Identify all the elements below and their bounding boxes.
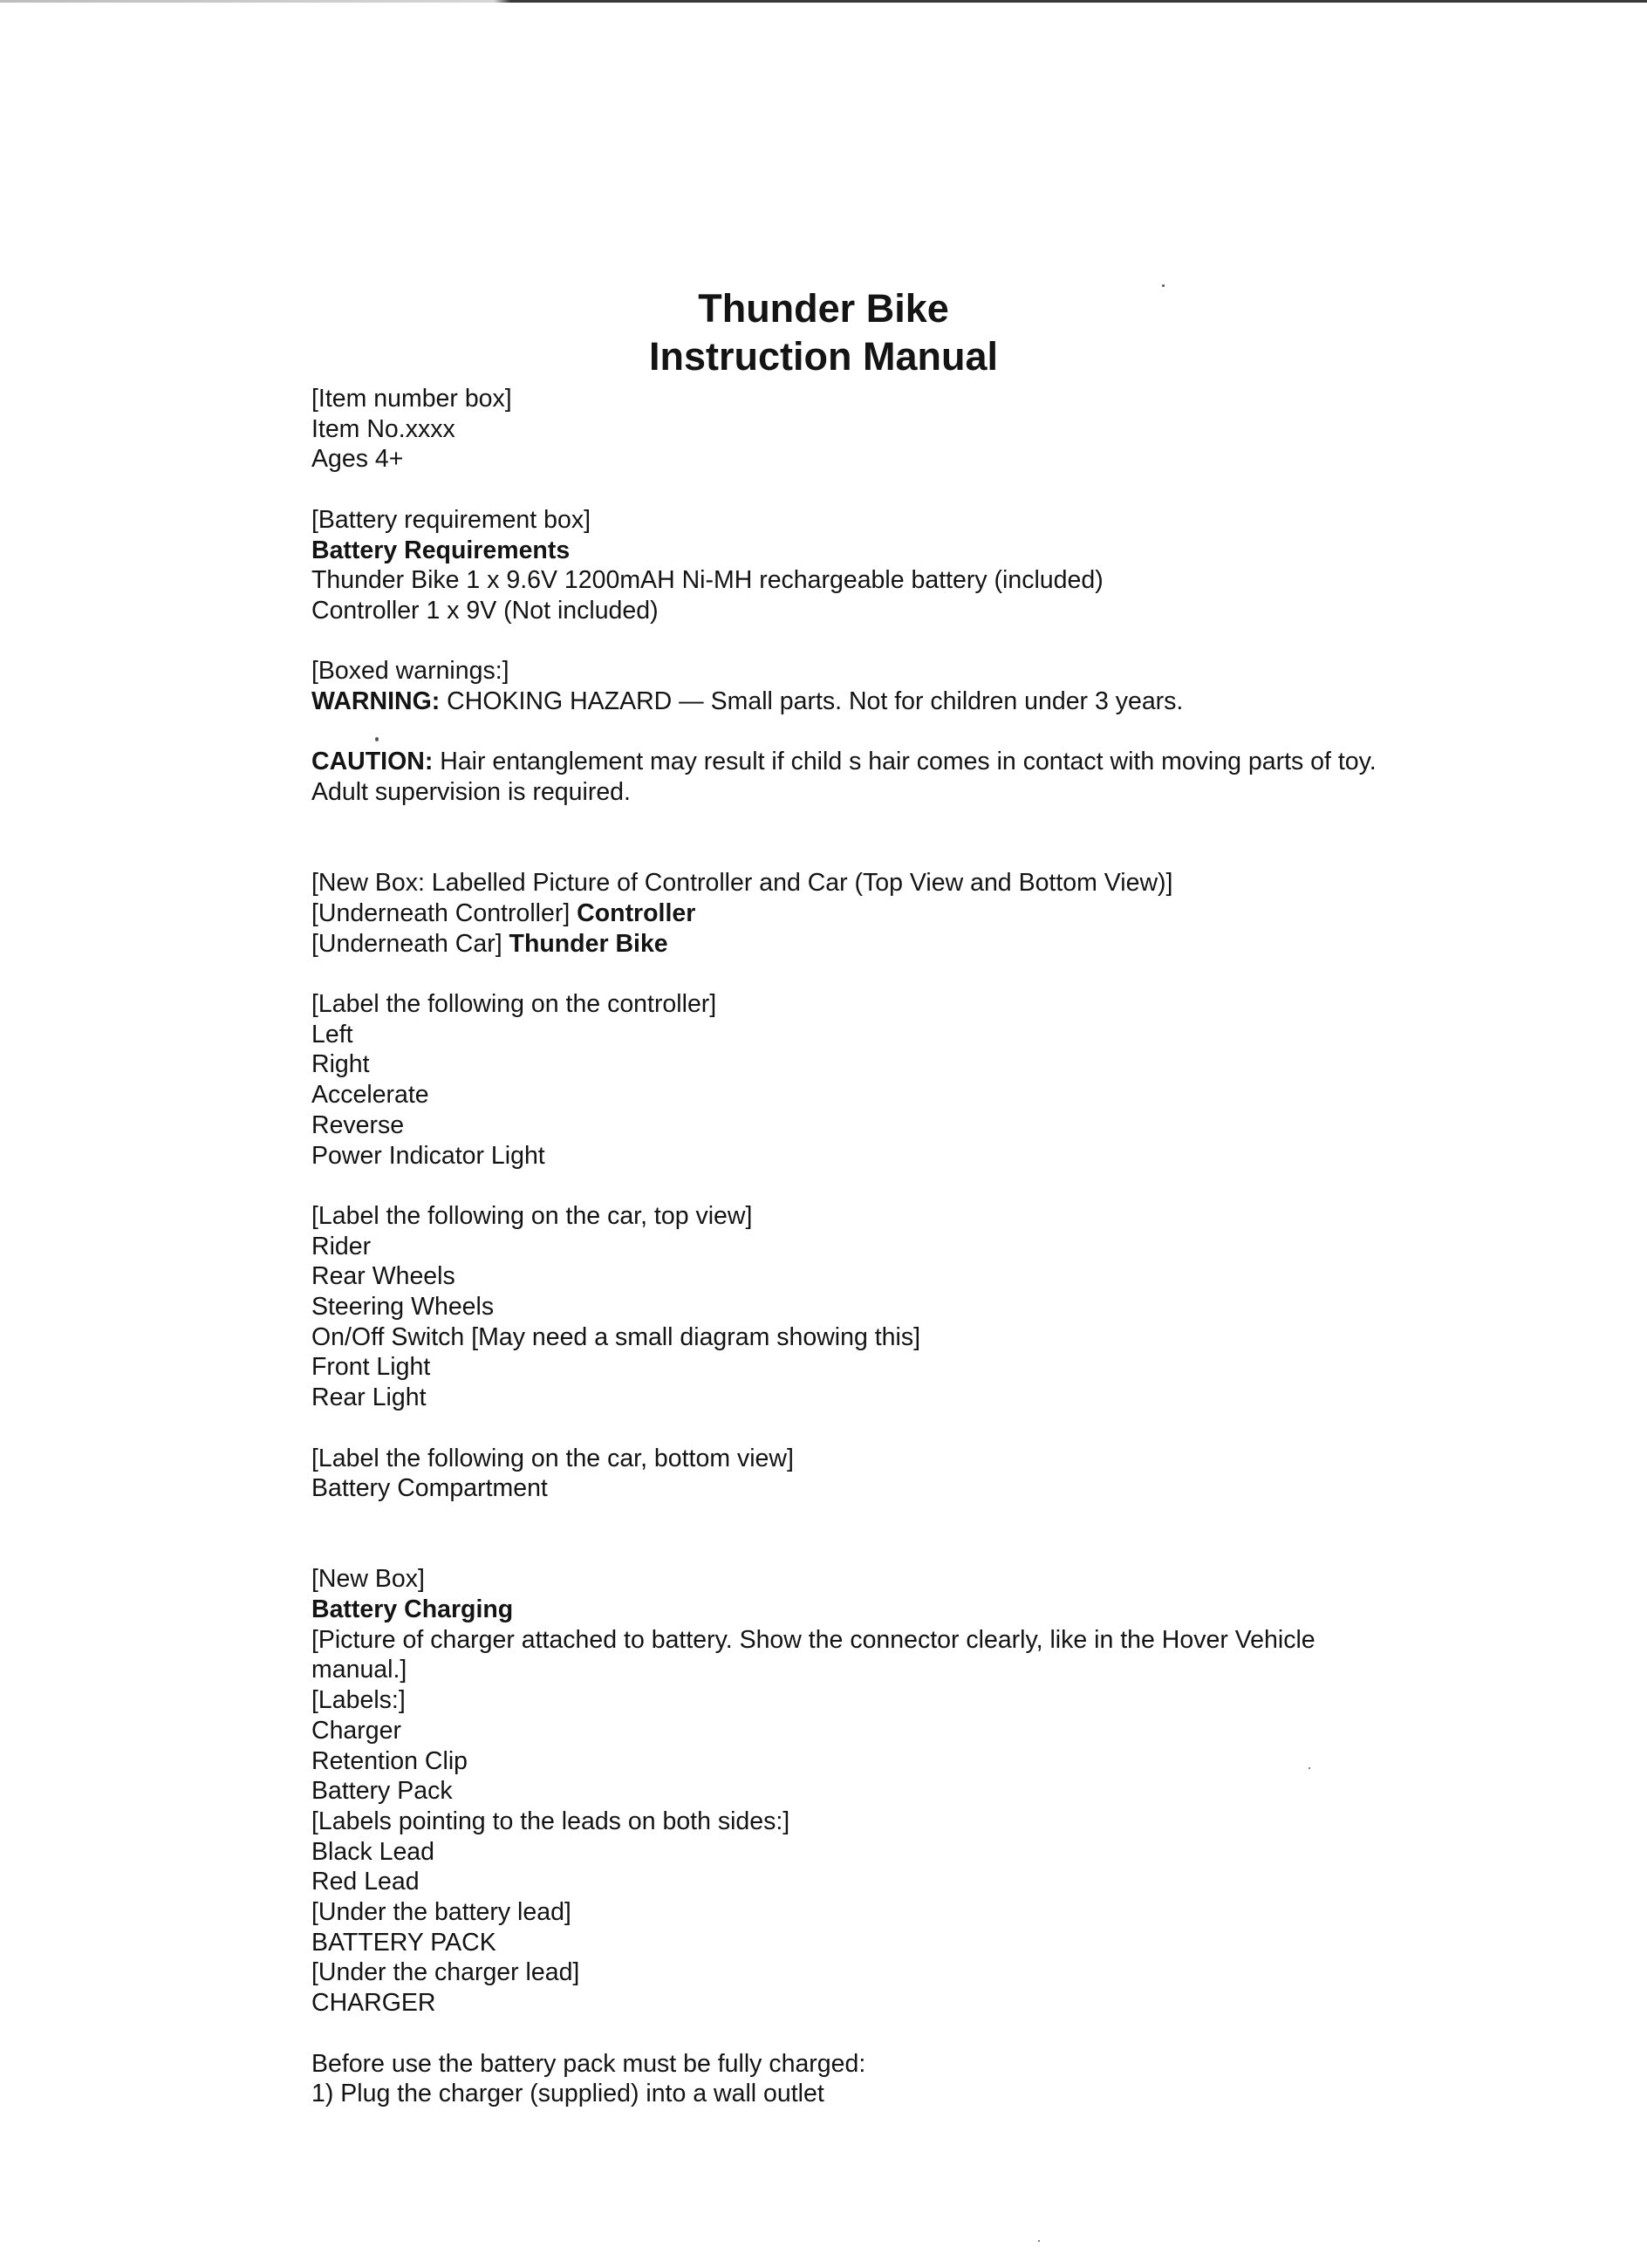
charging-label-item: Battery Pack <box>311 1777 453 1806</box>
lead-label-item: Red Lead <box>311 1868 420 1896</box>
battery-requirements-section <box>311 505 1393 626</box>
warnings-section <box>311 656 1393 808</box>
controller-label-item: Left <box>311 1020 353 1049</box>
car-bottom-labels-note: [Label the following on the car, bottom view] <box>311 1444 794 1472</box>
warning-label: WARNING: <box>311 687 441 715</box>
hair-caution <box>311 747 1393 807</box>
title-line-2: Instruction Manual <box>648 334 998 379</box>
page-title <box>0 284 1647 380</box>
labels-note: [Labels:] <box>311 1686 406 1715</box>
charger-picture-note: [Picture of charger attached to battery. Show the connector clearly, like in the Hover Vehicle manual.] <box>311 1625 1316 1684</box>
car-caption-note: [Underneath Car] <box>311 929 509 958</box>
manual-body <box>311 384 1393 2108</box>
scan-speck <box>1309 1767 1310 1769</box>
battery-charging-heading: Battery Charging <box>311 1595 514 1623</box>
car-top-label-item: Front Light <box>311 1353 431 1382</box>
item-number-section <box>311 384 1393 475</box>
controller-label-item: Right <box>311 1050 370 1079</box>
battery-lead-label: BATTERY PACK <box>311 1928 496 1957</box>
controller-label-item: Accelerate <box>311 1081 429 1110</box>
charging-intro: Before use the battery pack must be fully charged: <box>311 2049 866 2078</box>
bike-battery-requirement: Thunder Bike 1 x 9.6V 1200mAH Ni-MH rechargeable battery (included) <box>311 566 1104 595</box>
car-top-label-item: Rider <box>311 1232 372 1260</box>
battery-box-note: [Battery requirement box] <box>311 505 591 534</box>
car-bottom-label-item: Battery Compartment <box>311 1474 548 1503</box>
car-top-labels-note: [Label the following on the car, top view] <box>311 1201 753 1230</box>
controller-battery-requirement: Controller 1 x 9V (Not included) <box>311 596 659 625</box>
picture-box-section <box>311 868 1393 959</box>
car-caption-label: Thunder Bike <box>509 929 668 958</box>
leads-note: [Labels pointing to the leads on both sides:] <box>311 1807 790 1835</box>
car-bottom-labels-section <box>311 1444 1393 1504</box>
age-range: Ages 4+ <box>311 445 404 474</box>
battery-charging-section <box>311 1564 1393 2019</box>
lead-label-item: Black Lead <box>311 1837 435 1866</box>
charging-step-1-cut-off: 1) Plug the charger (supplied) into a wall outlet <box>311 2080 824 2108</box>
picture-box-note: [New Box: Labelled Picture of Controller and Car (Top View and Bottom View)] <box>311 869 1173 898</box>
battery-requirements-heading: Battery Requirements <box>311 536 571 564</box>
controller-label-item: Reverse <box>311 1110 405 1139</box>
controller-label-item: Power Indicator Light <box>311 1141 545 1170</box>
scan-speck <box>1038 2240 1040 2242</box>
charger-lead-label: CHARGER <box>311 1989 436 2018</box>
caution-text: Hair entanglement may result if child s hair comes in contact with moving parts of toy. Adult supervision is required. <box>311 748 1377 807</box>
title-line-1: Thunder Bike <box>698 286 949 331</box>
caution-label: CAUTION: <box>311 748 434 776</box>
car-top-label-item: Rear Wheels <box>311 1262 455 1291</box>
warning-text: CHOKING HAZARD — Small parts. Not for children under 3 years. <box>440 687 1184 715</box>
controller-caption-label: Controller <box>577 898 696 927</box>
warnings-note: [Boxed warnings:] <box>311 657 509 686</box>
car-caption <box>311 929 1393 960</box>
car-top-label-item: Steering Wheels <box>311 1293 495 1321</box>
scan-speck <box>375 737 379 741</box>
item-number: Item No.xxxx <box>311 414 455 443</box>
controller-caption-note: [Underneath Controller] <box>311 898 577 927</box>
car-top-label-item: Rear Light <box>311 1383 427 1412</box>
car-top-labels-section <box>311 1201 1393 1413</box>
scan-speck <box>1162 284 1165 287</box>
choking-warning <box>311 687 1393 717</box>
car-top-label-item: On/Off Switch [May need a small diagram showing this] <box>311 1322 921 1351</box>
item-box-note: [Item number box] <box>311 385 512 413</box>
charger-lead-note: [Under the charger lead] <box>311 1958 580 1987</box>
controller-caption <box>311 898 1393 929</box>
controller-labels-note: [Label the following on the controller] <box>311 989 717 1018</box>
scan-edge-line <box>0 0 1647 3</box>
charging-box-note: [New Box] <box>311 1565 425 1594</box>
charging-instructions <box>311 2049 1393 2108</box>
battery-lead-note: [Under the battery lead] <box>311 1898 571 1927</box>
charging-label-item: Retention Clip <box>311 1746 468 1775</box>
charging-label-item: Charger <box>311 1716 401 1745</box>
controller-labels-section <box>311 989 1393 1171</box>
